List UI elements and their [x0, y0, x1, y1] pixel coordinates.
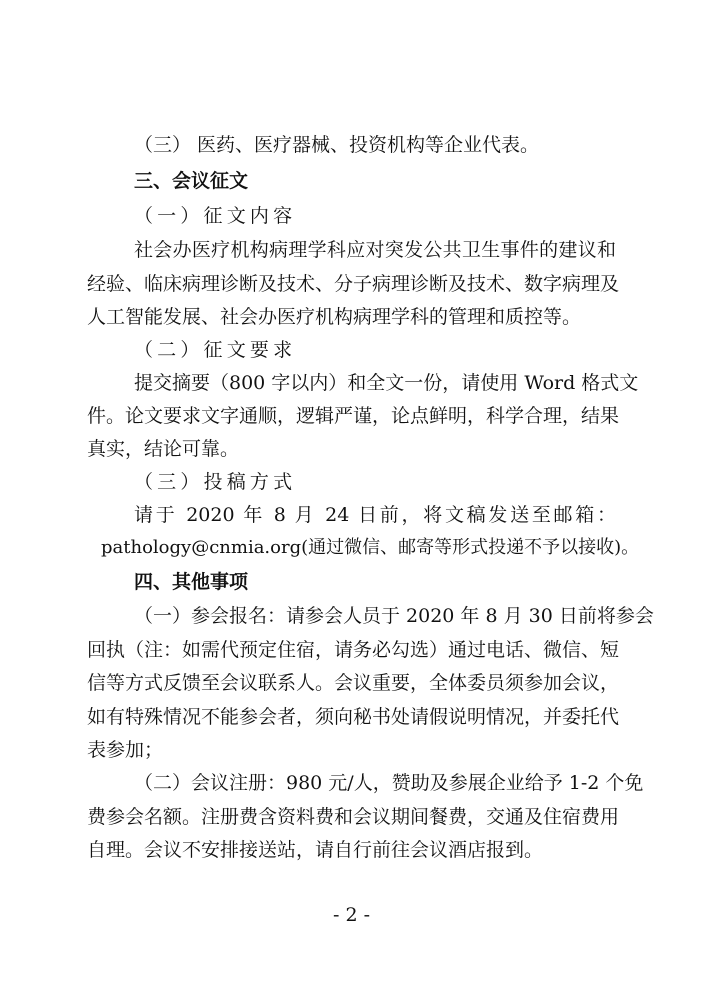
paragraph-line: 社会办医疗机构病理学科应对突发公共卫生事件的建议和: [134, 239, 616, 261]
paragraph-line: 如有特殊情况不能参会者，须向秘书处请假说明情况，并委托代: [87, 706, 620, 728]
submission-email-line: pathology@cnmia.org(通过微信、邮寄等形式投递不予以接收)。: [101, 537, 640, 558]
page-number: - 2 -: [332, 904, 370, 926]
section-heading-call-for-papers: 三、会议征文: [134, 170, 249, 192]
paragraph-line: 经验、临床病理诊断及技术、分子病理诊断及技术、数字病理及: [87, 273, 620, 295]
paragraph-line: （一）参会报名：请参会人员于 2020 年 8 月 30 日前将参会: [134, 605, 654, 627]
section-heading-other-matters: 四、其他事项: [134, 571, 249, 593]
subheading-submission-method: （三）投稿方式: [134, 471, 297, 493]
subheading-paper-content: （一）征文内容: [134, 205, 297, 227]
paragraph-line: 信等方式反馈至会议联系人。会议重要，全体委员须参加会议，: [87, 672, 620, 694]
subheading-paper-requirements: （二）征文要求: [134, 339, 297, 361]
paragraph-line: 真实，结论可靠。: [87, 438, 240, 460]
paragraph-line: 提交摘要（800 字以内）和全文一份，请使用 Word 格式文: [134, 372, 639, 394]
paragraph-line: 自理。会议不安排接送站，请自行前往会议酒店报到。: [87, 839, 544, 861]
paragraph-line: 表参加；: [87, 739, 164, 761]
paragraph-line: 回执（注：如需代预定住宿，请务必勾选）通过电话、微信、短: [87, 639, 620, 661]
paragraph-line: 人工智能发展、社会办医疗机构病理学科的管理和质控等。: [87, 306, 582, 328]
list-item-attendee-type-3: （三） 医药、医疗器械、投资机构等企业代表。: [134, 134, 540, 156]
paragraph-line: （二）会议注册：980 元/人，赞助及参展企业给予 1-2 个免: [134, 772, 644, 794]
paragraph-line: 请于 2020 年 8 月 24 日前，将文稿发送至邮箱：: [134, 504, 616, 526]
paragraph-line: 费参会名额。注册费含资料费和会议期间餐费，交通及住宿费用: [87, 806, 620, 828]
paragraph-line: 件。论文要求文字通顺，逻辑严谨，论点鲜明，科学合理，结果: [87, 405, 620, 427]
